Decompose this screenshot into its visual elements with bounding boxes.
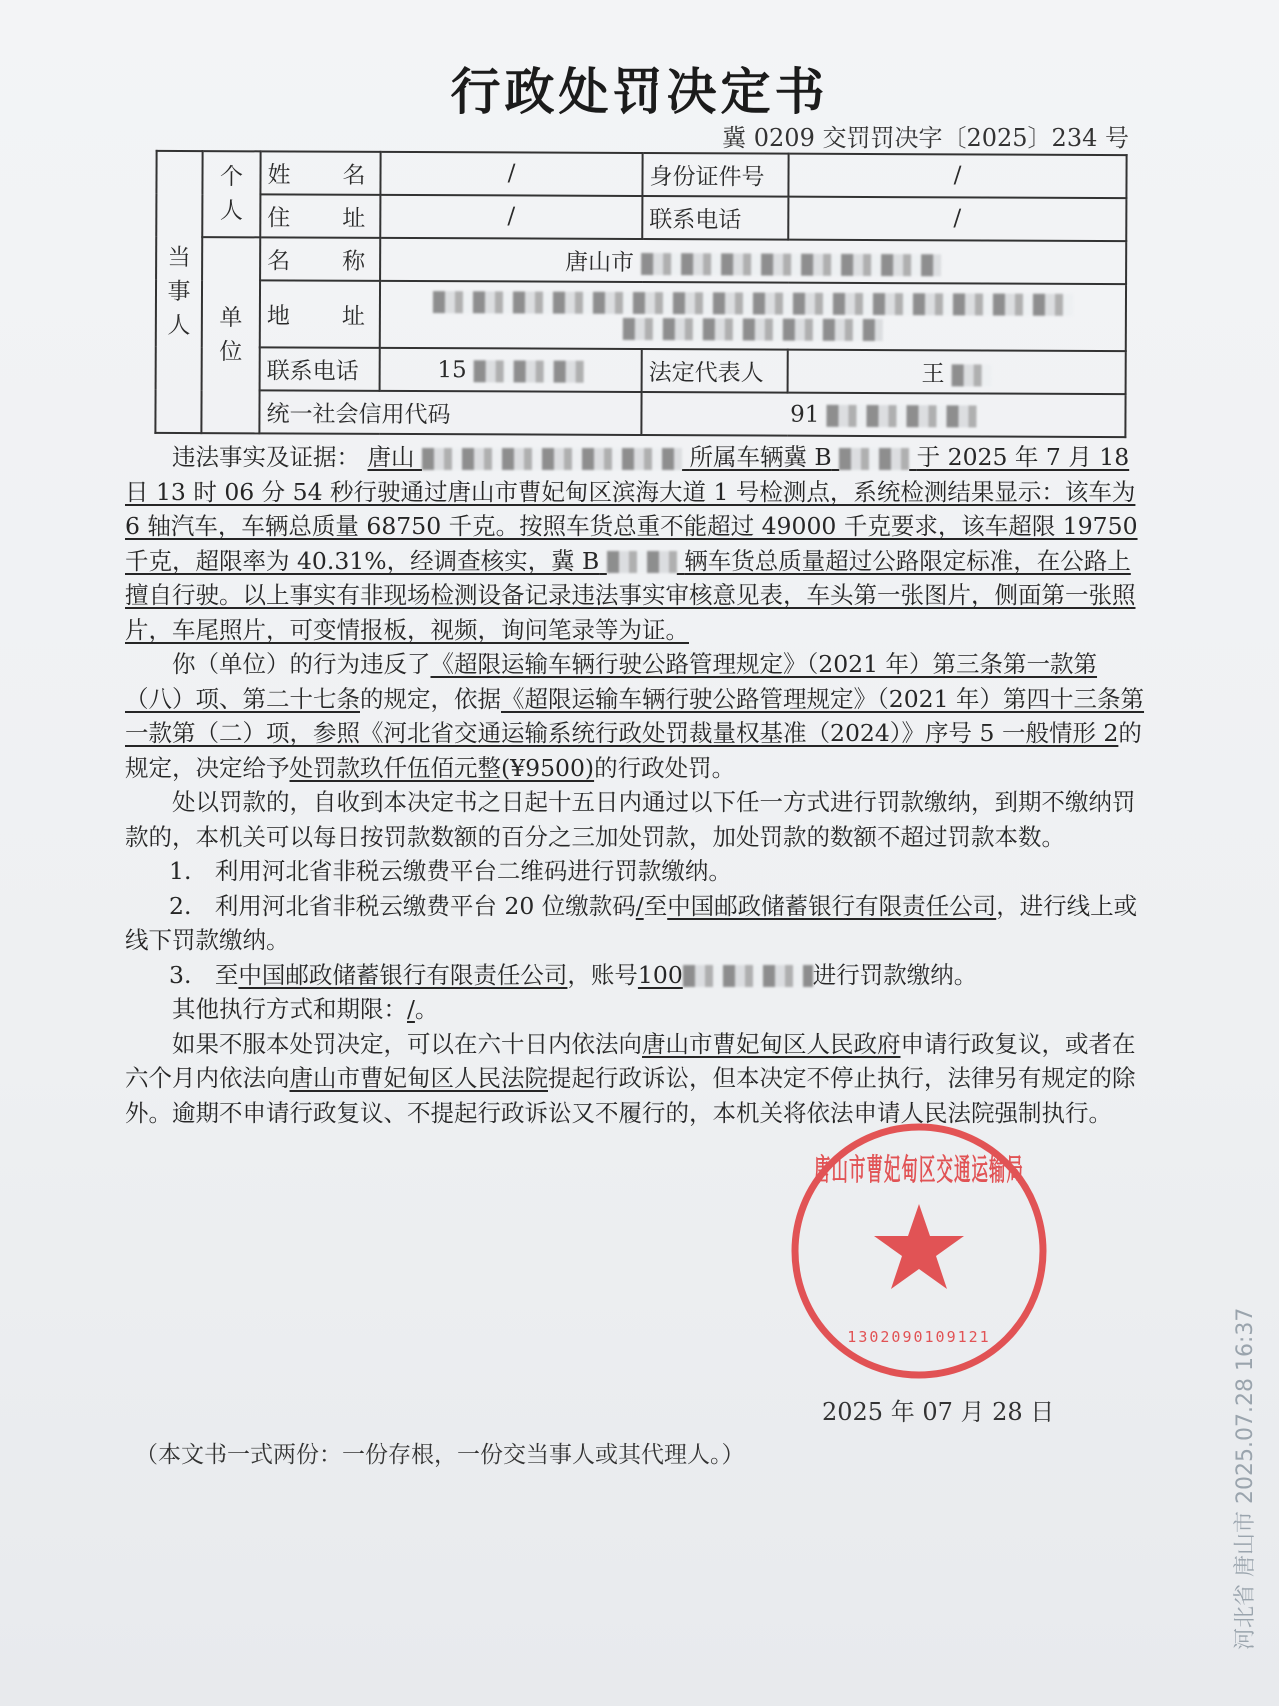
name-label: 姓 名 xyxy=(260,151,380,194)
payment-item-1: 1. 利用河北省非税云缴费平台二维码进行罚款缴纳。 xyxy=(169,857,732,885)
svg-text:1302090109121: 1302090109121 xyxy=(847,1328,991,1346)
official-seal-icon xyxy=(788,1120,1050,1382)
unit-address-label: 地 址 xyxy=(260,280,380,348)
redaction-mask xyxy=(641,253,941,276)
document-title: 行政处罚决定书 xyxy=(450,63,829,121)
decision-body xyxy=(125,440,1145,1130)
unit-label: 单位 xyxy=(201,237,260,433)
payment-item-2-text: 2. 利用河北省非税云缴费平台 20 位缴款码 xyxy=(169,891,636,920)
redaction-mask xyxy=(607,551,677,573)
account-number xyxy=(638,961,813,989)
photo-watermark: 河北省 唐山市 2025.07.28 16:37 xyxy=(1233,1307,1258,1650)
phone-value: / xyxy=(788,197,1126,241)
facts-text xyxy=(125,443,1138,644)
unit-name-value: 唐山市 xyxy=(564,249,635,276)
facts-evidence: 辆车货总质量超过公路限定标准，在公路上擅自行驶。以上事实有非现场检测设备记录违法事实审核意见表，车头第一张图片，侧面第一张照片，车尾照片，可变情报板，视频，询问笔录等为证。 xyxy=(125,546,1136,644)
payment-item-2 xyxy=(125,889,1145,958)
facts-detail: 于 2025 年 7 月 18 日 13 时 06 分 54 秒行驶通过唐山市曹妃甸区滨海大道 1 号检测点，系统检测结果显示：该车为 6 轴汽车，车辆总质量 68750 千克。按照车货总重不能超过 49000 千克要求，该车超限 19750 千克，超限率为 40.31%，经调查核实，冀 B xyxy=(125,443,1138,575)
payment-item-3 xyxy=(125,958,1145,993)
payment-code: / xyxy=(635,891,644,920)
penalty-amount: 处罚款玖仟伍佰元整(¥9500) xyxy=(289,753,595,782)
redaction-mask xyxy=(839,448,909,470)
facts-label: 违法事实及证据： xyxy=(172,443,360,471)
payment-item-3-text: 3. 至 xyxy=(169,960,239,989)
violation-text: 你（单位）的行为违反了 xyxy=(172,650,431,678)
address-label: 住 址 xyxy=(260,194,380,237)
phone-label: 联系电话 xyxy=(642,196,788,240)
payment-bank: 中国邮政储蓄银行有限责任公司 xyxy=(667,891,997,920)
id-label: 身份证件号 xyxy=(642,153,788,197)
unit-address-cell xyxy=(380,281,1126,352)
review-authority: 唐山市曹妃甸区人民政府 xyxy=(642,1029,901,1058)
redaction-mask xyxy=(623,318,883,341)
redaction-mask xyxy=(474,360,584,382)
appeal-paragraph xyxy=(125,1027,1145,1131)
violation-text: 的行政处罚。 xyxy=(594,753,736,782)
facts-paragraph xyxy=(125,440,1145,647)
legal-rep-value: 王 xyxy=(921,361,945,388)
payment-item-2-text: 至 xyxy=(643,891,668,920)
unit-phone-value: 15 xyxy=(437,356,467,383)
account-prefix: 100 xyxy=(637,960,683,989)
payment-item-2-text: ，进行线上或线下罚款缴纳。 xyxy=(125,891,1138,954)
facts-party: 唐山 xyxy=(367,443,415,471)
id-value: / xyxy=(788,154,1126,198)
unit-phone-cell xyxy=(380,348,642,392)
redaction-mask xyxy=(952,364,992,386)
name-value: / xyxy=(380,152,642,196)
party-info-table xyxy=(154,150,1127,438)
legal-rep-label: 法定代表人 xyxy=(642,349,788,393)
svg-text:唐山市曹妃甸区交通运输局: 唐山市曹妃甸区交通运输局 xyxy=(814,1153,1024,1188)
party-label: 当事人 xyxy=(155,151,202,433)
address-value: / xyxy=(380,195,642,239)
payment-bank: 中国邮政储蓄银行有限责任公司 xyxy=(238,960,568,989)
violated-law: 《超限运输车辆行驶公路管理规定》（2021 年）第三条第一款第（八）项、第二十七条 xyxy=(125,650,1098,713)
other-methods-label: 其他执行方式和期限： xyxy=(172,995,407,1023)
litigation-court: 唐山市曹妃甸区人民法院 xyxy=(289,1064,548,1092)
footnote: （本文书一式两份：一份存根，一份交当事人或其代理人。） xyxy=(135,1442,745,1468)
other-methods-end: 。 xyxy=(414,995,439,1023)
payment-intro: 处以罚款的，自收到本决定书之日起十五日内通过以下任一方式进行罚款缴纳，到期不缴纳罚款的，本机关可以每日按罚款数额的百分之三加处罚款，加处罚款的数额不超过罚款本数。 xyxy=(125,788,1136,851)
violation-text: 的规定，决定给予 xyxy=(125,719,1142,782)
violation-paragraph xyxy=(125,647,1145,785)
appeal-text: 申请行政复议，或者在六个月内依法向 xyxy=(125,1029,1136,1092)
document-number: 冀 0209 交罚罚决字〔2025〕234 号 xyxy=(722,124,1129,152)
appeal-text: 如果不服本处罚决定，可以在六十日内依法向 xyxy=(172,1029,642,1058)
unit-name-label: 名 称 xyxy=(260,237,380,280)
redaction-mask xyxy=(422,448,682,470)
credit-code-label: 统一社会信用代码 xyxy=(259,390,641,435)
redaction-mask xyxy=(827,404,977,427)
other-methods xyxy=(125,992,1145,1027)
decision-date: 2025 年 07 月 28 日 xyxy=(822,1398,1055,1426)
redaction-mask xyxy=(433,292,1073,317)
appeal-text: 提起行政诉讼，但本决定不停止执行，法律另有规定的除外。逾期不申请行政复议、不提起行政诉讼又不履行的，本机关将依法申请人民法院强制执行。 xyxy=(125,1064,1136,1127)
redaction-mask xyxy=(683,965,813,987)
facts-vehicle: 所属车辆冀 B xyxy=(689,443,832,471)
other-methods-value: / xyxy=(407,995,415,1023)
individual-label: 个人 xyxy=(202,151,260,237)
violation-text: 的规定，依据 xyxy=(360,684,501,713)
unit-name-cell xyxy=(380,238,1126,284)
payment-item-3-text: 进行罚款缴纳。 xyxy=(812,960,978,989)
unit-phone-label: 联系电话 xyxy=(260,347,380,390)
credit-code-value: 91 xyxy=(790,401,820,428)
legal-rep-cell xyxy=(788,350,1126,394)
credit-code-cell xyxy=(641,392,1125,437)
payment-item-3-text: ，账号 xyxy=(567,960,638,989)
legal-basis: 《超限运输车辆行驶公路管理规定》（2021 年）第四十三条第一款第（二）项，参照《河北省交通运输系统行政处罚裁量权基准（2024）》序号 5 一般情形 2 xyxy=(125,684,1145,747)
